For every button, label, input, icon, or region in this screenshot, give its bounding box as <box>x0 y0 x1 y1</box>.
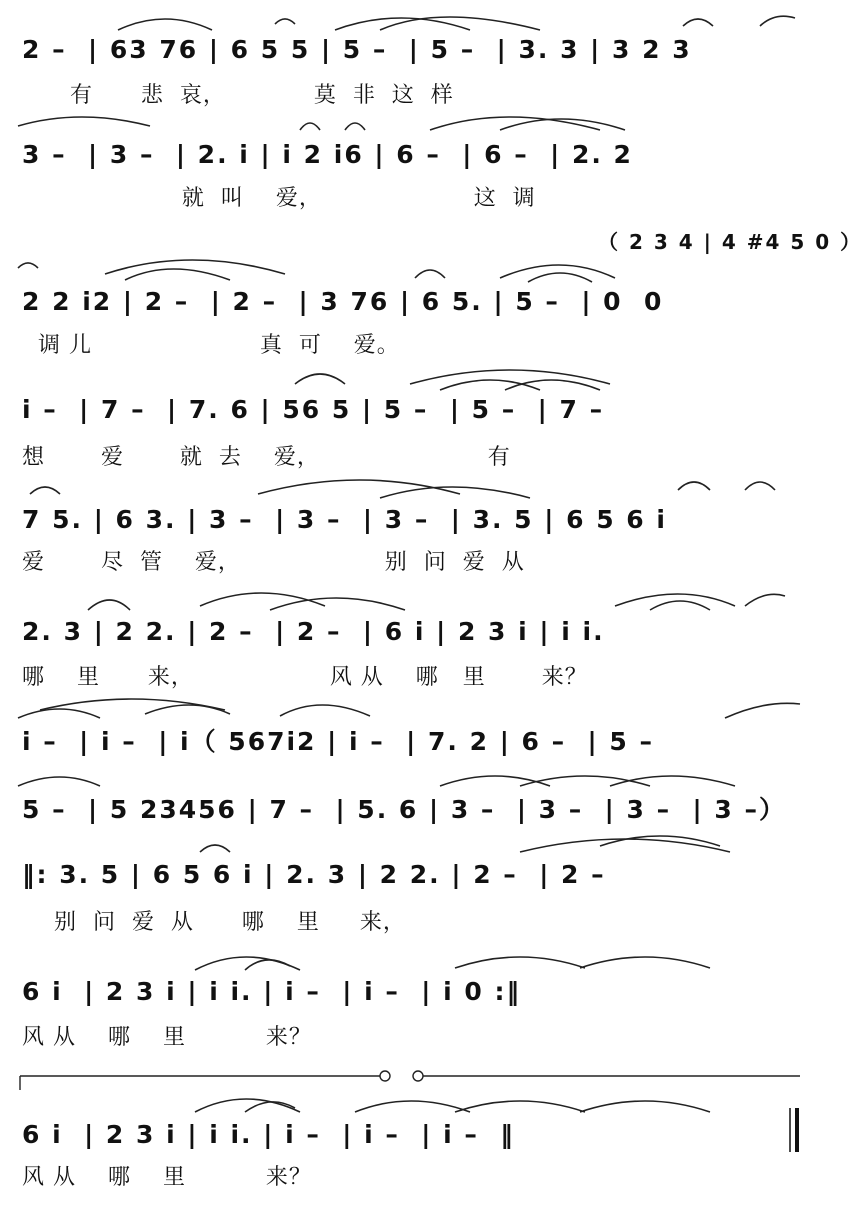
slur <box>615 594 735 606</box>
slur <box>725 703 800 718</box>
slur <box>415 270 445 278</box>
slur <box>18 263 38 268</box>
lyrics-row-11: 风 从 哪 里 来？ <box>22 1165 312 1190</box>
lyrics-row-1: 有 悲 哀， 莫 非 这 样 <box>22 83 454 108</box>
slur <box>600 836 720 846</box>
ending-bracket <box>20 1071 800 1090</box>
slur <box>88 600 130 610</box>
notation-row-1: 2 – | 63 76 | 6 5 5 | 5 – | 5 – | 3. 3 | 3 2 3 <box>22 35 692 64</box>
slur <box>18 117 150 126</box>
lyrics-row-2: 就 叫 爱， 这 调 <box>22 186 536 211</box>
slur <box>345 123 365 130</box>
lyrics-row-10: 风 从 哪 里 来？ <box>22 1025 312 1050</box>
slur <box>245 1102 295 1112</box>
slur <box>335 18 470 30</box>
notation-row-5: 7 5. | 6 3. | 3 – | 3 – | 3 – | 3. 5 | 6 5 6 i <box>22 505 667 534</box>
slur <box>105 260 285 274</box>
lyrics-row-3: 调 儿 真 可 爱。 <box>22 333 400 358</box>
slur <box>520 776 650 786</box>
slur <box>30 487 60 494</box>
slur <box>355 1101 470 1112</box>
slur <box>440 380 540 390</box>
slur <box>380 487 530 498</box>
slur <box>455 1101 585 1112</box>
slur <box>580 1101 710 1112</box>
notation-row-8: 5 – | 5 23456 | 7 – | 5. 6 | 3 – | 3 – | 3 – | 3 –） <box>22 795 786 824</box>
notation-row-3: 2 2 i2 | 2 – | 2 – | 3 76 | 6 5. | 5 – | 0 0 <box>22 287 664 316</box>
slur <box>610 776 735 786</box>
slur <box>18 777 100 786</box>
slur <box>505 380 600 390</box>
slur <box>245 960 290 970</box>
slur <box>300 123 320 130</box>
notation-row-4: i – | 7 – | 7. 6 | 56 5 | 5 – | 5 – | 7 – <box>22 395 605 424</box>
slur <box>145 705 230 714</box>
slur <box>195 957 300 970</box>
notation-row-7: i – | i – | i（ 567i2 | i – | 7. 2 | 6 – | 5 – <box>22 727 654 756</box>
slur <box>275 19 295 24</box>
slur <box>410 370 610 384</box>
slur <box>125 269 230 280</box>
lyrics-row-9: 别 问 爱 从 哪 里 来， <box>22 910 406 935</box>
slur <box>455 957 585 968</box>
slur <box>683 19 713 26</box>
slur <box>195 1099 300 1112</box>
notation-row-10: 6 i | 2 3 i | i i. | i – | i – | i 0 :‖ <box>22 977 521 1006</box>
slur <box>760 16 795 26</box>
slur <box>380 17 540 30</box>
slur <box>200 845 230 852</box>
slur <box>500 265 615 278</box>
slur <box>118 19 212 30</box>
lyrics-row-4: 想 爱 就 去 爱， 有 <box>22 445 511 470</box>
slur <box>200 593 325 606</box>
slur <box>500 119 625 130</box>
lyrics-row-5: 爱 尽 管 爱， 别 问 爱 从 <box>22 550 525 575</box>
slur <box>528 273 592 282</box>
slur <box>650 601 710 610</box>
slur <box>430 117 600 130</box>
notation-row-11: 6 i | 2 3 i | i i. | i – | i – | i – ‖ <box>22 1120 515 1149</box>
notation-row-6: 2. 3 | 2 2. | 2 – | 2 – | 6 i | 2 3 i | i i. <box>22 617 605 646</box>
notation-row-3-prefix: （ 2 3 4 | 4 #4 5 0 ） <box>598 230 862 254</box>
slur <box>520 839 730 852</box>
slur <box>745 482 775 490</box>
notation-row-9: ‖: 3. 5 | 6 5 6 i | 2. 3 | 2 2. | 2 – | 2 – <box>22 860 606 889</box>
notation-row-2: 3 – | 3 – | 2. i | i 2 i6 | 6 – | 6 – | 2. 2 <box>22 140 633 169</box>
slur <box>280 705 370 716</box>
slur <box>295 374 345 384</box>
slur <box>18 709 100 718</box>
slur <box>270 598 405 610</box>
lyrics-row-6: 哪 里 来， 风 从 哪 里 来？ <box>22 665 588 690</box>
slur <box>258 480 460 494</box>
slur <box>440 776 550 786</box>
slur <box>678 482 710 490</box>
slur <box>580 957 710 968</box>
slur <box>745 594 785 606</box>
slur <box>40 699 225 710</box>
